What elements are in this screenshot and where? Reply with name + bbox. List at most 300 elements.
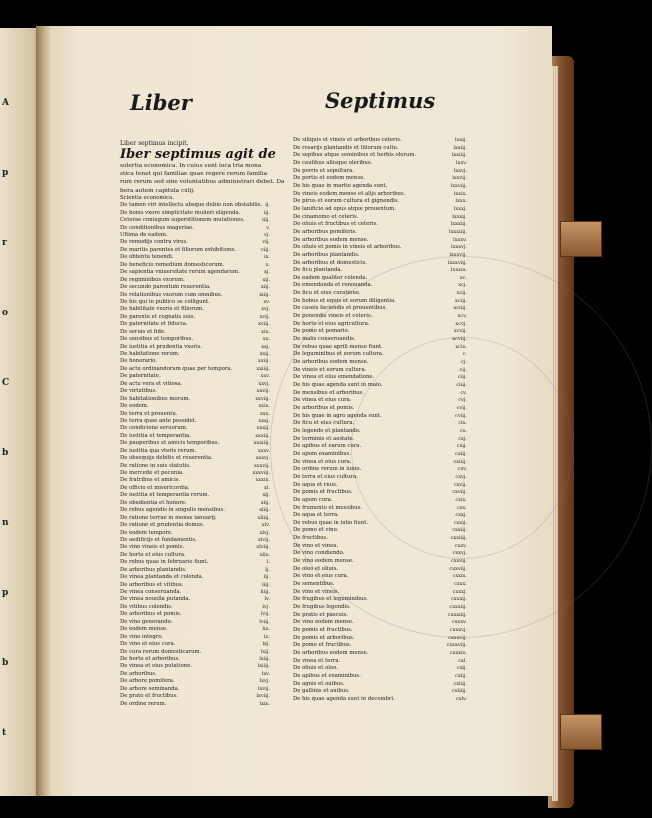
chapter-number: xvj. bbox=[261, 306, 270, 313]
chapter-entry bbox=[293, 144, 467, 153]
chapter-number: cxiiij. bbox=[453, 458, 467, 465]
chapter-number: cxxxix. bbox=[449, 649, 467, 656]
chapter-number: xx. bbox=[262, 336, 270, 343]
chapter-title: De caulibus aliisque oleribus. bbox=[293, 159, 373, 166]
chapter-number: cxxxv. bbox=[451, 619, 467, 626]
chapter-title: De iustitia et temperantia rerum. bbox=[120, 492, 210, 499]
chapter-number: cxxiiij. bbox=[450, 535, 467, 542]
chapter-number: ciiij. bbox=[456, 382, 467, 388]
chapter-entry bbox=[293, 481, 467, 490]
chapter-title: De actu vera et vitiosa. bbox=[120, 380, 183, 387]
chapter-number: cxxxiiij. bbox=[447, 611, 467, 618]
chapter-entry bbox=[293, 680, 467, 689]
chapter-title: De oliuis et oleo. bbox=[293, 665, 338, 672]
chapter-title: De paternitate et fiducia. bbox=[120, 321, 188, 328]
chapter-number: cxxvj. bbox=[452, 550, 467, 557]
intro-body bbox=[120, 162, 285, 195]
chapter-title: De secundo parentum reuerentia. bbox=[120, 284, 211, 291]
chapter-title: De ficu et eius cultura. bbox=[293, 420, 355, 427]
chapter-title: De officio et misericordia. bbox=[120, 484, 190, 491]
chapter-number: xv. bbox=[263, 298, 270, 305]
chapter-entry bbox=[120, 447, 270, 455]
chapter-entry bbox=[293, 282, 467, 290]
chapter-entry bbox=[293, 649, 467, 658]
chapter-entry bbox=[293, 297, 467, 306]
chapter-title: De emendanda et renouanda. bbox=[293, 282, 373, 289]
chapter-entry bbox=[293, 167, 467, 176]
chapter-entry bbox=[293, 420, 467, 428]
chapter-title: De sensibus et temporibus. bbox=[120, 336, 194, 343]
chapter-number: xxxvij. bbox=[253, 462, 270, 469]
chapter-title: De pauperibus et amicis temporibus. bbox=[120, 440, 220, 447]
chapter-title: De fratribus et amicis. bbox=[120, 477, 181, 484]
chapter-title: De vino eodem mense. bbox=[293, 558, 354, 565]
chapter-title: De habitationibus morum. bbox=[120, 395, 191, 402]
chapter-number: xiiij. bbox=[259, 291, 270, 298]
chapter-number: lxxxviij. bbox=[447, 259, 467, 266]
chapter-title: De arboribus et pomis. bbox=[293, 404, 355, 411]
chapter-number: lxxij. bbox=[455, 137, 467, 143]
chapter-title: De arboribus eodem mense. bbox=[293, 236, 369, 243]
chapter-number: xxj. bbox=[261, 343, 270, 350]
chapter-number: cvj. bbox=[458, 397, 467, 404]
chapter-number: xj. bbox=[264, 269, 270, 276]
chapter-number: xlj. bbox=[262, 492, 270, 499]
chapter-title: De arbore seminanda. bbox=[120, 685, 180, 692]
chapter-number: cxxiij. bbox=[452, 527, 467, 534]
chapter-title: De bobus et equis et eorum diligentia. bbox=[293, 297, 396, 304]
chapter-title: De eodem. bbox=[120, 403, 149, 410]
margin-fragment: p bbox=[2, 168, 9, 178]
chapter-entry bbox=[120, 365, 270, 373]
chapter-entry bbox=[293, 389, 467, 398]
chapter-number: cxxxj. bbox=[452, 588, 467, 595]
chapter-number: cxx. bbox=[456, 504, 467, 511]
chapter-title: De vinea et terra. bbox=[293, 657, 341, 664]
chapter-entry bbox=[120, 440, 270, 447]
chapter-number: cxix. bbox=[455, 496, 467, 503]
chapter-entry bbox=[120, 395, 270, 403]
chapter-title: De habilitate vxoris et filiorum. bbox=[120, 306, 204, 313]
chapter-number: xlix. bbox=[259, 551, 270, 558]
chapter-entry bbox=[120, 261, 270, 269]
chapter-entry bbox=[120, 417, 270, 425]
chapter-number: lxv. bbox=[261, 670, 270, 677]
chapter-number: lx. bbox=[263, 633, 270, 640]
chapter-entry bbox=[120, 284, 270, 291]
chapter-title: De remedijs contra viros. bbox=[120, 239, 188, 246]
chapter-title: De iustitia qua vteris rerum. bbox=[120, 447, 197, 454]
chapter-number: vij. bbox=[262, 239, 270, 246]
chapter-title: Scientia economica. bbox=[120, 194, 174, 201]
chapter-entry bbox=[293, 267, 467, 275]
chapter-title: De condicione seruorum. bbox=[120, 425, 188, 432]
chapter-number: xcvj. bbox=[455, 320, 467, 327]
chapter-number: cxxxviij. bbox=[446, 642, 467, 649]
chapter-title: De rosarijs plantandis et liliorum cultu. bbox=[293, 144, 399, 151]
chapter-title: De sementibus. bbox=[293, 581, 335, 588]
chapter-title: De vino generando. bbox=[120, 618, 173, 625]
chapter-number: cxlv. bbox=[455, 695, 467, 702]
chapter-entry bbox=[293, 519, 467, 528]
chapter-number: lxvij. bbox=[258, 685, 270, 692]
chapter-entry bbox=[293, 313, 467, 321]
chapter-entry bbox=[120, 529, 270, 537]
chapter-entry bbox=[293, 489, 467, 497]
chapter-title: De gallinis et auibus. bbox=[293, 688, 350, 695]
chapter-title: De vinea plantanda et colenda. bbox=[120, 574, 204, 581]
chapter-entry bbox=[120, 313, 270, 321]
chapter-title: De apibus et earum cura. bbox=[293, 443, 362, 450]
chapter-title: De cinamomo et ceteris. bbox=[293, 213, 359, 220]
chapter-entry bbox=[293, 328, 467, 336]
chapter-title: De vino et vineis. bbox=[293, 588, 340, 595]
margin-fragment: A bbox=[2, 98, 9, 108]
chapter-number: lxiiij. bbox=[257, 663, 270, 670]
chapter-entry bbox=[293, 182, 467, 191]
chapter-title: De horto et eius agricultura. bbox=[293, 320, 370, 327]
chapter-entry bbox=[293, 228, 467, 237]
chapter-entry bbox=[120, 388, 270, 395]
chapter-entry bbox=[293, 382, 467, 390]
chapter-title: Ultima de eadem. bbox=[120, 232, 168, 238]
chapter-number: cix. bbox=[458, 420, 467, 427]
margin-fragment: C bbox=[2, 378, 10, 388]
chapter-entry bbox=[120, 306, 270, 313]
right-column bbox=[293, 137, 467, 704]
chapter-number: liiij. bbox=[260, 589, 270, 595]
chapter-number: cxj. bbox=[458, 435, 467, 442]
chapter-number: xxij. bbox=[259, 351, 270, 357]
chapter-number: cvij. bbox=[456, 404, 467, 411]
chapter-title: De apum examinibus. bbox=[293, 450, 352, 457]
chapter-number: lviij. bbox=[259, 618, 270, 625]
chapter-title: De vinea et eius emendatione. bbox=[293, 374, 375, 381]
chapter-entry bbox=[120, 254, 270, 261]
chapter-number: cj. bbox=[461, 359, 467, 366]
chapter-title: De mercede et pecunia. bbox=[120, 470, 184, 476]
chapter-title: De frugibus et leguminibus. bbox=[293, 596, 368, 603]
chapter-number: ix. bbox=[263, 254, 270, 261]
chapter-title: De ficu et eius curatione. bbox=[293, 290, 361, 297]
chapter-number: lix. bbox=[262, 626, 270, 633]
chapter-number: cxv. bbox=[457, 466, 467, 473]
chapter-number: cxxx. bbox=[454, 581, 467, 588]
chapter-title: De pomo et fructibus. bbox=[293, 642, 352, 649]
chapter-entry bbox=[293, 581, 467, 589]
chapter-entry bbox=[120, 477, 270, 484]
chapter-number: x. bbox=[265, 261, 270, 268]
chapter-entry bbox=[120, 589, 270, 596]
chapter-title: De ponendis vineis et ceteris. bbox=[293, 313, 373, 320]
chapter-number: lxxxij. bbox=[452, 213, 467, 220]
chapter-entry bbox=[120, 655, 270, 663]
chapter-number: cxxv. bbox=[454, 542, 467, 549]
chapter-title: De vineis et eorum cultura. bbox=[293, 366, 367, 373]
chapter-title: De rebus quae in februario fiunt. bbox=[120, 559, 209, 566]
clasp-top bbox=[560, 221, 602, 257]
chapter-title: De mensibus et arboribus. bbox=[293, 389, 364, 396]
chapter-entry bbox=[120, 328, 270, 336]
chapter-number: cv. bbox=[460, 389, 467, 396]
chapter-entry bbox=[120, 499, 270, 507]
chapter-number: xxvj. bbox=[258, 380, 270, 387]
chapter-entry bbox=[120, 410, 270, 418]
chapter-number: xxiij. bbox=[258, 358, 270, 365]
chapter-title: De his quae in agro agenda sunt. bbox=[293, 412, 382, 419]
chapter-number: lxij. bbox=[260, 648, 270, 655]
chapter-entry bbox=[293, 274, 467, 283]
chapter-entry bbox=[293, 450, 467, 459]
chapter-number: xij. bbox=[262, 276, 270, 283]
chapter-title: De porris et sepultura. bbox=[293, 167, 355, 174]
chapter-number: cxxvij. bbox=[450, 558, 467, 565]
chapter-entry bbox=[120, 596, 270, 603]
chapter-title: De leguminibus et eorum cultura. bbox=[293, 351, 384, 358]
chapter-entry bbox=[293, 619, 467, 627]
chapter-number: xciiij. bbox=[453, 305, 467, 312]
chapter-number: lxvj. bbox=[259, 678, 270, 685]
chapter-number: xix. bbox=[261, 328, 270, 335]
chapter-number: cxlj. bbox=[456, 665, 467, 672]
chapter-title: De honorario. bbox=[120, 358, 157, 365]
margin-fragment: b bbox=[2, 448, 9, 458]
chapter-number: cxxix. bbox=[452, 573, 467, 580]
chapter-entry bbox=[120, 611, 270, 618]
chapter-number: xviij. bbox=[258, 321, 270, 328]
chapter-title: De cura rerum domesticarum. bbox=[120, 648, 202, 655]
chapter-title: De caseis faciendis et prouentibus. bbox=[293, 305, 387, 312]
chapter-entry bbox=[120, 626, 270, 633]
chapter-entry bbox=[293, 573, 467, 581]
chapter-entry bbox=[120, 276, 270, 284]
chapter-number: xxxj. bbox=[258, 417, 270, 424]
chapter-entry bbox=[293, 374, 467, 382]
chapter-number: lxviij. bbox=[256, 693, 270, 700]
chapter-number: cxxxvj. bbox=[449, 627, 467, 633]
chapter-title: De obedientia et honore. bbox=[120, 499, 187, 506]
chapter-number: l. bbox=[266, 559, 270, 566]
chapter-entry bbox=[293, 435, 467, 444]
intro-line: stica tenet qui familiae quae regere rerum familia bbox=[120, 171, 268, 178]
chapter-title: De terminis et aestate. bbox=[293, 435, 355, 442]
chapter-number: v. bbox=[266, 224, 270, 231]
chapter-number: lxxxj. bbox=[453, 205, 467, 212]
chapter-entry bbox=[293, 504, 467, 513]
chapter-entry bbox=[120, 544, 270, 551]
chapter-title: De vinea conseruanda. bbox=[120, 589, 182, 595]
chapter-title: De ordine rerum in iunio. bbox=[293, 466, 362, 473]
chapter-title: De fructibus. bbox=[293, 535, 328, 542]
chapter-number: ciij. bbox=[457, 374, 467, 381]
chapter-title: De paternitate. bbox=[120, 373, 161, 380]
chapter-entry bbox=[293, 535, 467, 543]
chapter-number: iij. bbox=[263, 209, 270, 216]
chapter-title: De arboribus. bbox=[120, 670, 157, 677]
chapter-entry bbox=[293, 642, 467, 650]
chapter-number: lxxix. bbox=[453, 190, 467, 197]
chapter-title: De eodem tempore. bbox=[120, 529, 173, 536]
chapter-entry bbox=[120, 641, 270, 648]
chapter-number: cxxviij. bbox=[449, 565, 467, 572]
chapter-entry bbox=[120, 648, 270, 656]
chapter-entry bbox=[120, 195, 252, 202]
book bbox=[0, 26, 600, 796]
chapter-entry bbox=[120, 693, 270, 700]
chapter-title: De vinea et eius putatione. bbox=[120, 663, 193, 670]
chapter-entry bbox=[293, 397, 467, 405]
chapter-title: De habitatione rerum. bbox=[120, 351, 180, 357]
chapter-title: De rebus quae aprili mense fiunt. bbox=[293, 343, 383, 350]
chapter-number: xcj. bbox=[458, 282, 467, 289]
chapter-title: De his quae in martio agenda sunt. bbox=[293, 182, 388, 189]
chapter-title: De pomis et fructibus. bbox=[293, 627, 353, 633]
chapter-entry bbox=[293, 351, 467, 359]
chapter-title: De aqua et riuis. bbox=[293, 481, 338, 488]
chapter-entry bbox=[293, 458, 467, 467]
chapter-entry bbox=[120, 470, 270, 477]
chapter-title: De arboribus et vitibus. bbox=[120, 581, 184, 588]
chapter-entry bbox=[120, 663, 270, 670]
chapter-entry bbox=[120, 269, 270, 276]
chapter-entry bbox=[120, 291, 270, 299]
chapter-entry bbox=[293, 336, 467, 344]
chapter-title: De sapientia vniuersitate rerum agendarum. bbox=[120, 269, 240, 276]
chapter-number: cxliij. bbox=[453, 680, 467, 687]
chapter-number: xxv. bbox=[260, 373, 270, 380]
chapter-entry bbox=[293, 236, 467, 245]
chapter-title: De conditionibus mageriae. bbox=[120, 224, 194, 231]
chapter-title: De vino condiendo. bbox=[293, 550, 345, 557]
chapter-number: lvij. bbox=[260, 611, 270, 618]
chapter-title: De his qui in publico se colligunt. bbox=[120, 298, 210, 305]
chapter-number: lxxxiij. bbox=[450, 221, 467, 228]
chapter-title: De arboribus plantandis. bbox=[120, 566, 187, 573]
chapter-entry bbox=[293, 695, 467, 704]
chapter-entry bbox=[120, 321, 270, 328]
chapter-number: xxxix. bbox=[255, 477, 270, 484]
chapter-entry bbox=[120, 536, 270, 544]
chapter-number: iiij. bbox=[262, 217, 270, 224]
margin-fragment: o bbox=[2, 308, 9, 318]
margin-fragment: p bbox=[2, 588, 9, 598]
chapter-entry bbox=[120, 425, 270, 432]
chapter-title: De sepibus atque seminibus et herbis olerum. bbox=[293, 152, 417, 159]
chapter-title: De ratione in suis statutis. bbox=[120, 462, 191, 469]
chapter-title: De eadem qualiter colenda. bbox=[293, 274, 368, 281]
chapter-entry bbox=[293, 190, 467, 199]
chapter-number: xxvij. bbox=[256, 388, 270, 395]
chapter-number: lxxiiij. bbox=[451, 152, 467, 159]
chapter-entry bbox=[120, 678, 270, 685]
chapter-title: De portis et eodem mense. bbox=[293, 175, 366, 182]
chapter-number: xvij. bbox=[259, 313, 270, 320]
chapter-title: De pratis et pascuis. bbox=[293, 611, 349, 618]
chapter-title: De aedificijs et fundamentis. bbox=[120, 536, 197, 543]
chapter-list-right bbox=[293, 137, 467, 704]
chapter-entry bbox=[293, 366, 467, 375]
chapter-entry bbox=[120, 603, 270, 611]
chapter-entry bbox=[293, 251, 467, 260]
chapter-title: De frumento et messibus. bbox=[293, 504, 362, 511]
chapter-entry bbox=[293, 427, 467, 436]
left-page-fragment bbox=[0, 28, 40, 796]
running-head-left: Liber bbox=[130, 90, 192, 115]
chapter-title: De arboribus plantandis. bbox=[293, 251, 360, 258]
chapter-entry bbox=[120, 670, 270, 678]
chapter-entry bbox=[120, 462, 270, 470]
chapter-title: De vino eodem mense. bbox=[293, 619, 354, 626]
chapter-title: De malis conseruandis. bbox=[293, 336, 356, 343]
chapter-number: xxx. bbox=[259, 410, 270, 417]
chapter-entry bbox=[120, 239, 270, 246]
chapter-number: lxxvj. bbox=[453, 167, 467, 174]
chapter-entry bbox=[120, 559, 270, 566]
chapter-number: cxlij. bbox=[455, 672, 467, 679]
chapter-entry bbox=[120, 685, 270, 693]
chapter-title: De beneficio remedium domesticorum. bbox=[120, 261, 225, 268]
incipit: Liber septimus incipit. bbox=[120, 140, 189, 147]
chapter-title: De vineis eodem mense et alijs arboribus. bbox=[293, 190, 406, 197]
chapter-entry bbox=[293, 496, 467, 505]
chapter-title: De prato et fructibus. bbox=[120, 693, 178, 700]
chapter-entry bbox=[120, 581, 270, 589]
chapter-number: cx. bbox=[459, 427, 467, 434]
chapter-number: liij. bbox=[262, 581, 270, 588]
chapter-title: De pomis et arboribus. bbox=[293, 634, 355, 641]
chapter-number: lxxxiiij. bbox=[449, 228, 467, 235]
chapter-entry bbox=[293, 159, 467, 168]
chapter-entry bbox=[120, 373, 270, 380]
chapter-entry bbox=[293, 343, 467, 352]
chapter-number: cij. bbox=[459, 366, 467, 373]
chapter-number: xliiij. bbox=[257, 514, 270, 521]
chapter-number: xxxiij. bbox=[255, 432, 270, 439]
chapter-title: De arboribus eodem mense. bbox=[293, 359, 369, 366]
chapter-title: De lanificio ad opus atque prouentum. bbox=[293, 205, 396, 212]
chapter-entry bbox=[293, 672, 467, 681]
chapter-number: lxxiij. bbox=[453, 144, 467, 151]
chapter-title: De vinea et eius cura. bbox=[293, 458, 352, 465]
chapter-entry bbox=[120, 566, 270, 574]
chapter-title: De his quae agenda sunt in maio. bbox=[293, 382, 383, 388]
chapter-number: lxiij. bbox=[259, 655, 270, 662]
chapter-number: lxxxvj. bbox=[450, 244, 467, 251]
chapter-title: De pomo et vino. bbox=[293, 527, 339, 534]
chapter-entry bbox=[293, 359, 467, 367]
chapter-entry bbox=[293, 688, 467, 696]
chapter-title: De arboribus et domesticis. bbox=[293, 259, 368, 266]
chapter-number: xlv. bbox=[261, 522, 270, 529]
chapter-title: De vino vineis et pomis. bbox=[120, 544, 185, 551]
chapter-entry bbox=[293, 198, 467, 206]
chapter-entry bbox=[293, 259, 467, 268]
running-head-right: Septimus bbox=[325, 88, 436, 113]
margin-fragment: b bbox=[2, 658, 9, 668]
intro-line: bera autem capitula cxlij. bbox=[120, 187, 195, 194]
chapter-number: xcvij. bbox=[453, 328, 467, 335]
chapter-entry bbox=[293, 611, 467, 620]
chapter-entry bbox=[120, 484, 270, 492]
chapter-number: ij. bbox=[265, 202, 270, 209]
chapter-list-left bbox=[120, 194, 270, 708]
chapter-title: De maritis parentes et filiorum exhibitione. bbox=[120, 246, 237, 253]
chapter-number: cxxj. bbox=[455, 512, 467, 519]
chapter-title: De vino et vinea. bbox=[293, 542, 339, 549]
chapter-number: xlvij. bbox=[258, 536, 270, 543]
chapter-number: lxj. bbox=[262, 641, 270, 648]
chapter-entry bbox=[293, 443, 467, 451]
